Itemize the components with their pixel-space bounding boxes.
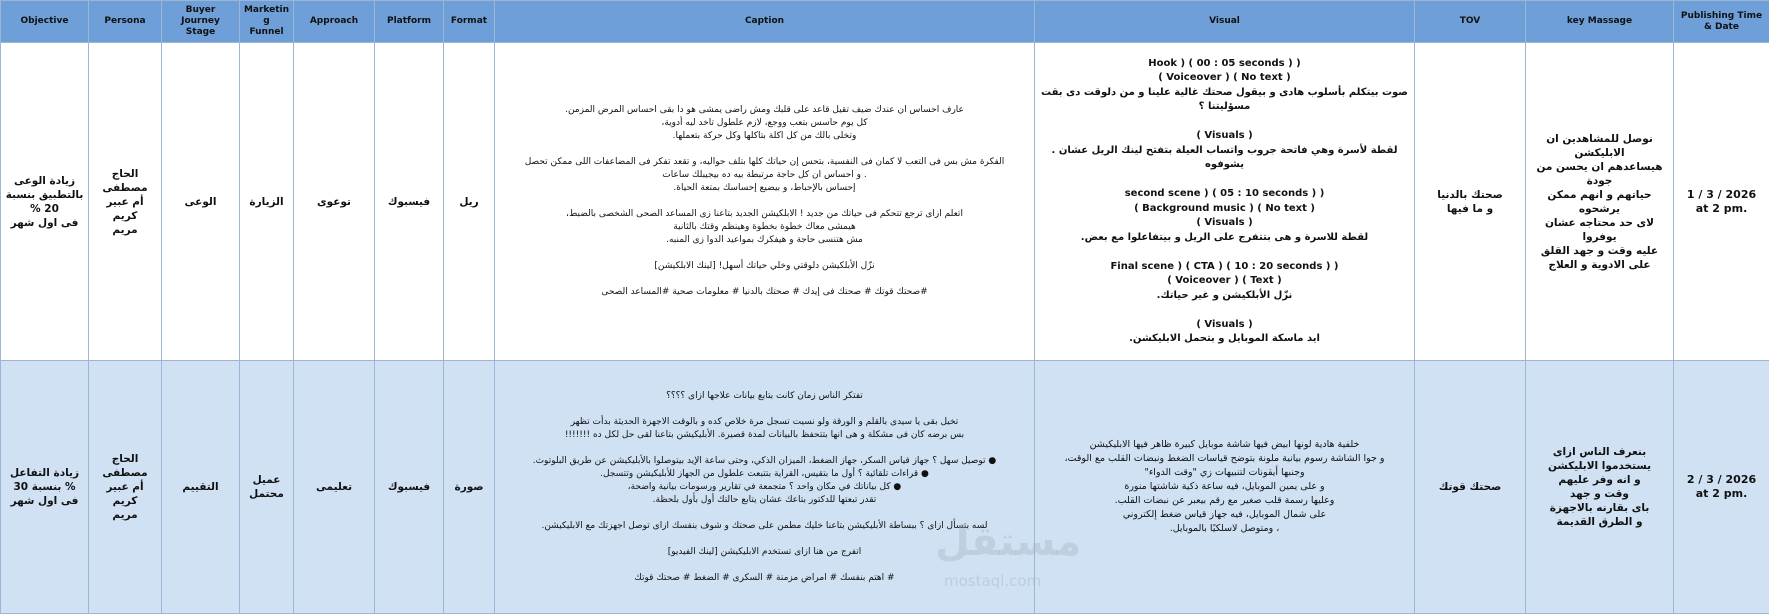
table-row bbox=[1, 361, 1769, 614]
watermark-url: mostaql.com bbox=[944, 572, 1041, 590]
header-publishing-date: Publishing Time & Date bbox=[1674, 1, 1769, 43]
caption-cell: عارف احساس ان عندك ضيف تقيل قاعد على قلبك ومش راضى يمشى هو دا بقى احساس المرض المزمن. كل يوم حاسس بتعب ووجع، لازم علطول تاخد ليه أدوية، وتخلى بالك من كل اكلة بتاكلها وكل حركة بتعملها. الفكرة مش بس فى التعب لا كمان فى النفسية، بتحس إن حياتك كلها بتلف حواليه، و تقعد تفكر فى المضاعفات اللى ممكن تحصل . و احساس ان كل حاجة مرتبطة بيه ده بيجيبلك ساعات إحساس بالإحباط، و بيضيع إحساسك بمتعة الحياة. اتعلم ازاى ترجع تتحكم فى حياتك من جديد ! الابلكيشن الجديد بتاعنا زى المساعد الصحى الشخصى بالضبط، هيمشى معاك خطوة بخطوة وهينظم وقتك بالثانية مش هتنسى حاجة و هيفكرك بمواعيد الدوا زى المنبه. نزّل الأبلكيشن دلوقتي وخلي حياتك أسهل! [لينك الابلكيشن] #صحتك قوتك # صحتك فى إيدك # صحتك بالدنيا # معلومات صحية #المساعد الصحى bbox=[495, 43, 1035, 361]
objective-cell: زيادة التفاعل بنسبة 30 % فى اول شهر bbox=[1, 361, 89, 614]
header-caption: Caption bbox=[495, 1, 1035, 43]
persona-cell: الحاج مصطفى أم عبير كريم مريم bbox=[89, 43, 162, 361]
publishing-date-cell: 1 / 3 / 2026 at 2 pm. bbox=[1674, 43, 1769, 361]
key-message-cell: نوصل للمشاهدين ان الابليكشن هيساعدهم ان يحسن من جودة حياتهم و انهم ممكن يرشحوه لاى حد محتاجه عشان يوفروا عليه وقت و جهد القلق على الادوية و العلاج bbox=[1526, 43, 1674, 361]
header-marketing-funnel: Marketing Funnel bbox=[240, 1, 294, 43]
header-platform: Platform bbox=[375, 1, 444, 43]
tov-cell: صحتك بالدنيا و ما فيها bbox=[1415, 43, 1526, 361]
watermark-logo: مستقل bbox=[935, 522, 1081, 562]
approach-cell: توعوى bbox=[294, 43, 375, 361]
key-message-cell: بنعرف الناس ازاى يستخدموا الابليكشن و انه وفر عليهم وقت و جهد باى بقارنه بالاجهزة و الطرق القديمة bbox=[1526, 361, 1674, 614]
caption-cell: تفتكر الناس زمان كانت بتابع بيانات علاجها ازاى ؟؟؟؟ تخيل بقى يا سيدى بالقلم و الورقة ولو نسيت تسجل مرة خلاص كده و بالوقت الاجهزة الحديثة بدأت تظهر بس برضه كان فى مشكلة و هى انها بتتحفظ بالبيانات لمدة قصيرة. الأبليكيشن بتاعنا لقى حل لكل ده !!!!!!! ● توصيل سهل ؟ جهاز قياس السكر، جهاز الضغط، الميزان الذكي، وحتى ساعة الإيد بيتوصلوا بالأبليكيشن عن طريق البلوتوث. ● قراءات تلقائية ؟ أول ما بتقيس، القراية بتتبعت علطول من الجهاز للأبليكيشن وتتسجل. ● كل بياناتك في مكان واحد ؟ متجمعة في تقارير ورسومات بيانية واضحة، تقدر تبعتها للدكتور بتاعك عشان يتابع حالتك أول بأول بلحظة. لسه بتسأل ازاى ؟ ببساطة الأبليكيشن بتاعنا خليك مطمن على صحتك و شوف بنفسك ازاى توصل اجهزتك مع الابليكيشن. اتفرج من هنا ازاى تستخدم الابليكيشن [لينك الفيديو] # اهتم بنفسك # امراض مزمنة # السكرى # الضغط # صحتك قوتك bbox=[495, 361, 1035, 614]
tov-cell: صحتك قوتك bbox=[1415, 361, 1526, 614]
publishing-date-cell: 2 / 3 / 2026 at 2 pm. bbox=[1674, 361, 1769, 614]
header-persona: Persona bbox=[89, 1, 162, 43]
header-tov: TOV bbox=[1415, 1, 1526, 43]
stage-cell: الوعى bbox=[162, 43, 240, 361]
table-row bbox=[1, 43, 1769, 361]
objective-cell: زيادة الوعى بالتطبيق بنسبة % 20 فى اول شهر bbox=[1, 43, 89, 361]
header-row bbox=[1, 1, 1769, 43]
header-buyer-journey-stage: Buyer Journey Stage bbox=[162, 1, 240, 43]
persona-cell: الحاج مصطفى أم عبير كريم مريم bbox=[89, 361, 162, 614]
platform-cell: فيسبوك bbox=[375, 361, 444, 614]
header-objective: Objective bbox=[1, 1, 89, 43]
platform-cell: فيسبوك bbox=[375, 43, 444, 361]
funnel-cell: عميل محتمل bbox=[240, 361, 294, 614]
funnel-cell: الزيارة bbox=[240, 43, 294, 361]
header-key-message: key Massage bbox=[1526, 1, 1674, 43]
visual-cell: Hook ) ( 00 : 05 seconds ) ) ( Voiceover ) ( No text ) صوت بيتكلم بأسلوب هادى و بيقول صحتك غالية علينا و من دلوقت دى بقت مسؤليتنا ؟ ( Visuals ) . لقطة لأسرة وهي فاتحة جروب واتساب العيلة بتفتح لينك الريل عشان يشوفوه second scene ) ( 05 : 10 seconds ) ) ( Background music ) ( No text ) ( Visuals ) .لقطة للاسرة و هى بتتفرج على الريل و بيتفاعلوا مع بعض Final scene ) ( CTA ) ( 10 : 20 seconds ) ) ( Voiceover ) ( Text ) .نزّل الأبلكيشن و غير حياتك ( Visuals ) .ايد ماسكة الموبايل و بتحمل الابليكشن bbox=[1035, 43, 1415, 361]
format-cell: صورة bbox=[444, 361, 495, 614]
stage-cell: التقييم bbox=[162, 361, 240, 614]
header-format: Format bbox=[444, 1, 495, 43]
header-visual: Visual bbox=[1035, 1, 1415, 43]
approach-cell: تعليمى bbox=[294, 361, 375, 614]
visual-cell: خلفية هادية لونها ابيض فيها شاشة موبايل كبيرة ظاهر فيها الابليكيشن و جوا الشاشة رسوم بيانية ملونة بتوضح قياسات الضغط ونبضات القلب مع الوقت، وجنبها أيقونات لتنبيهات زي "وقت الدواء" و على يمين الموبايل، فيه ساعة ذكية شاشتها منورة وعليها رسمة قلب صغير مع رقم بيعبر عن نبضات القلب. على شمال الموبايل، فيه جهاز قياس ضغط إلكتروني ، ومتوصل لاسلكيًا بالموبايل. bbox=[1035, 361, 1415, 614]
format-cell: ريل bbox=[444, 43, 495, 361]
header-approach: Approach bbox=[294, 1, 375, 43]
